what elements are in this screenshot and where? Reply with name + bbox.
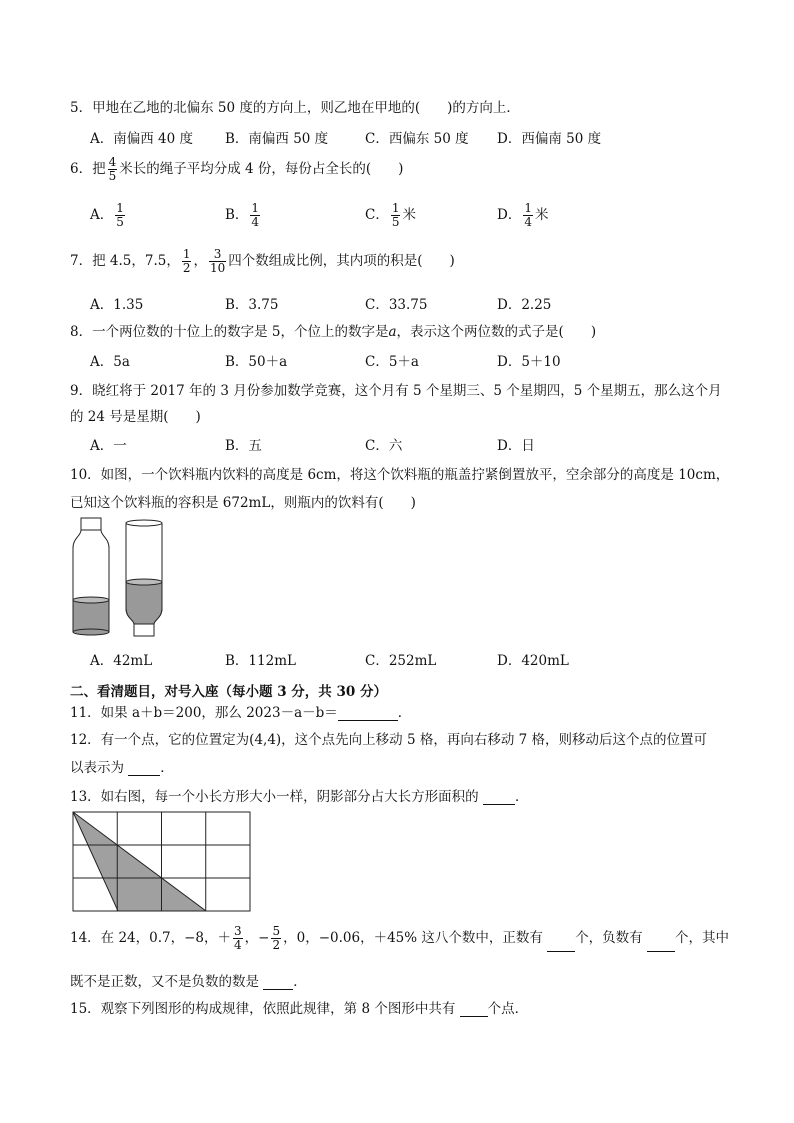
q12-line-1: 12．有一个点，它的位置定为(4,4)，这个点先向上移动 5 格，再向右移动 7 格，则移动后这个点的位置可 — [70, 732, 708, 748]
grid-figure — [72, 811, 252, 913]
q10-option-a: A．42mL — [90, 653, 153, 669]
q7-pre: 7．把 4.5，7.5， — [70, 253, 180, 269]
q7-post: 四个数组成比例，其内项的积是( ) — [228, 253, 455, 269]
q9-line-2: 的 24 号是星期( ) — [70, 409, 201, 425]
q10-line-1: 10．如图，一个饮料瓶内饮料的高度是 6cm，将这个饮料瓶的瓶盖拧紧倒置放平，空余部分的高度是 10cm， — [70, 467, 730, 483]
q6-option-a: A． $\frac{1}{5}$ — [90, 201, 124, 229]
q7-option-b: B．3.75 — [225, 297, 279, 313]
q14-zero-blank — [263, 975, 293, 990]
q6-option-c: C． $\frac{1}{5}$ 米 — [365, 201, 416, 229]
q7-fraction-1: $\frac{1}{2}$ — [182, 247, 191, 275]
q8-option-b: B．50＋a — [225, 354, 288, 370]
q9-option-b: B．五 — [225, 438, 262, 454]
q10-option-d: D．420mL — [497, 653, 569, 669]
section-2-heading: 二、看清题目，对号入座（每小题 3 分，共 30 分） — [70, 684, 387, 700]
q11-stem: 11．如果 a＋b＝200，那么 2023－a－b＝ ． — [70, 705, 412, 721]
q8-option-c: C．5＋a — [365, 354, 419, 370]
bottle-figure — [66, 514, 176, 640]
q5-option-d: D．西偏南 50 度 — [497, 131, 602, 147]
q10-option-b: B．112mL — [225, 653, 296, 669]
q9-line-1: 9．晓红将于 2017 年的 3 月份参加数学竞赛，这个月有 5 个星期三、5 个星期四，5 个星期五，那么这个月 — [70, 383, 722, 399]
q12-line-2: 以表示为 ． — [70, 760, 174, 776]
q14-fraction-2: $\frac{5}{2}$ — [272, 924, 281, 952]
q15-stem: 15．观察下列图形的构成规律，依照此规律，第 8 个图形中共有 个点． — [70, 1001, 529, 1017]
q14-line-2: 既不是正数，又不是负数的数是 ． — [70, 974, 307, 990]
q6-stem — [70, 156, 403, 183]
q8-variable: a — [388, 324, 397, 340]
q6-option-b: B． $\frac{1}{4}$ — [225, 201, 260, 229]
q9-option-d: D．日 — [497, 438, 535, 454]
q14-positive-blank — [547, 937, 575, 952]
q14-negative-blank — [647, 937, 675, 952]
q13-stem: 13．如右图，每一个小长方形大小一样，阴影部分占大长方形面积的 ． — [70, 789, 529, 805]
q5-option-c: C．西偏东 50 度 — [365, 131, 469, 147]
q7-fraction-2: $\frac{3}{10}$ — [209, 247, 226, 275]
q13-answer-blank — [483, 790, 515, 805]
q10-line-2: 已知这个饮料瓶的容积是 672mL，则瓶内的饮料有( ) — [70, 495, 416, 511]
q5-option-b: B．南偏西 50 度 — [225, 131, 329, 147]
q5-option-a: A．南偏西 40 度 — [90, 131, 194, 147]
q14-fraction-1: $\frac{3}{4}$ — [234, 924, 242, 952]
q5-stem: 5．甲地在乙地的北偏东 50 度的方向上，则乙地在甲地的( )的方向上． — [70, 100, 520, 116]
q15-answer-blank — [460, 1002, 488, 1017]
q7-stem: 7．把 4.5，7.5， $\frac{1}{2}$ ， $\frac{3}{10}$ 四个数组成比例，其内项的积是( ) — [70, 247, 455, 275]
upright-bottle-liquid — [73, 600, 109, 632]
q6-post: 米长的绳子平均分成 4 份，每份占全长的( ) — [119, 161, 404, 177]
q7-option-c: C．33.75 — [365, 297, 428, 313]
q9-option-a: A．一 — [90, 438, 127, 454]
q6-option-d: D． $\frac{1}{4}$ 米 — [497, 201, 549, 229]
inverted-bottle-liquid — [126, 582, 162, 624]
q11-answer-blank — [338, 706, 398, 721]
q8-option-a: A．5a — [90, 354, 130, 370]
q12-answer-blank — [128, 761, 160, 776]
q10-option-c: C．252mL — [365, 653, 437, 669]
q6-fraction: $\frac{4}{5}$ — [108, 155, 117, 183]
shaded-triangle — [73, 812, 206, 911]
q6-pre: 6．把 — [70, 161, 106, 177]
q14-line-1: 14．在 24，0.7，−8，＋ $\frac{3}{4}$ ，− $\frac{5}{2}$ ，0，−0.06，＋45% 这八个数中，正数有 个，负数有 个，其中 — [70, 924, 729, 952]
q7-option-a: A．1.35 — [90, 297, 144, 313]
q8-option-d: D．5＋10 — [497, 354, 561, 370]
q9-option-c: C．六 — [365, 438, 403, 454]
q8-stem: 8．一个两位数的十位上的数字是 5，个位上的数字是a，表示这个两位数的式子是( ) — [70, 324, 597, 340]
q7-option-d: D．2.25 — [497, 297, 552, 313]
